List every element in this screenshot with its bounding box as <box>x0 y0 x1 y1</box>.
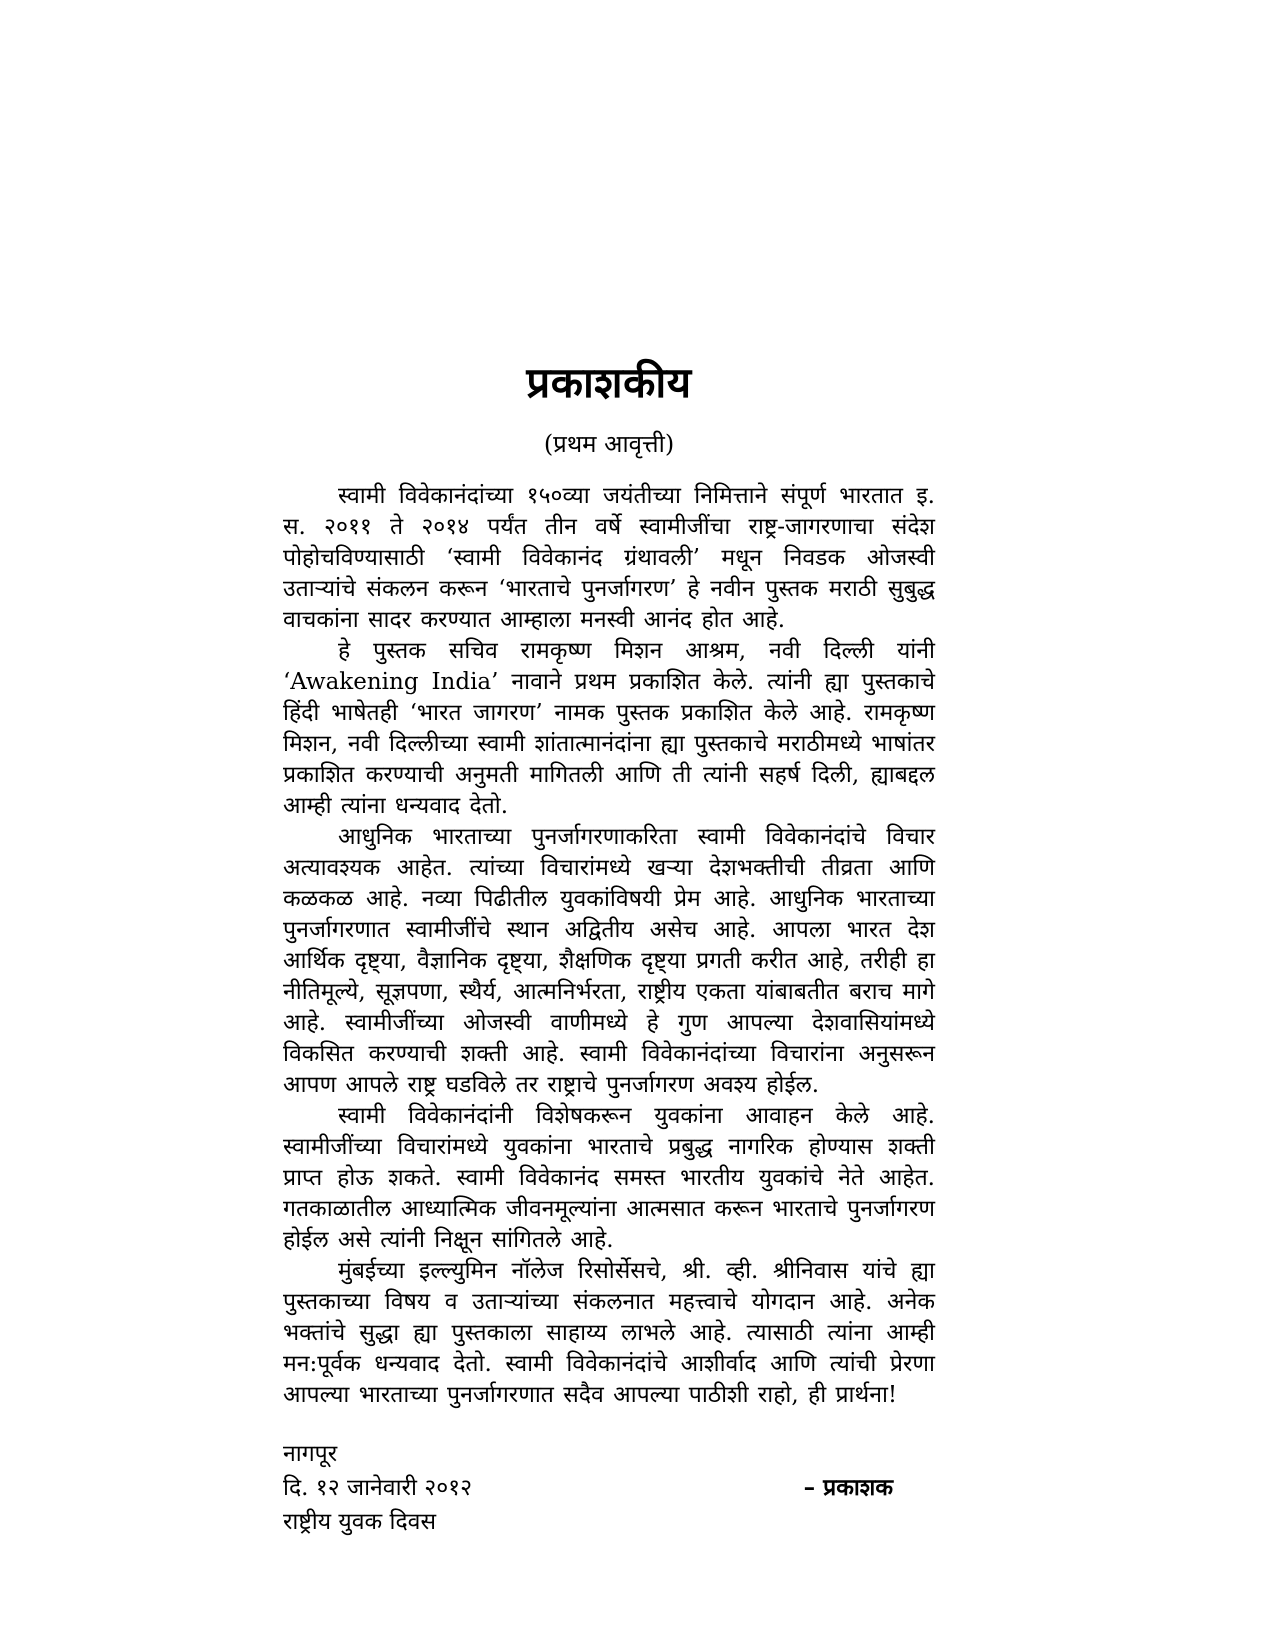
footer-occasion: राष्ट्रीय युवक दिवस <box>283 1509 437 1536</box>
publisher-note-body <box>283 481 935 1411</box>
text-block <box>283 358 935 1539</box>
paragraph-2: हे पुस्तक सचिव रामकृष्ण मिशन आश्रम, नवी दिल्ली यांनी ‘Awakening India’ नावाने प्रथम प्रकाशित केले. त्यांनी ह्या पुस्तकाचे हिंदी भाषेतही ‘भारत जागरण’ नामक पुस्तक प्रकाशित केले आहे. रामकृष्ण मिशन, नवी दिल्लीच्या स्वामी शांतात्मानंदांना ह्या पुस्तकाचे मराठीमध्ये भाषांतर प्रकाशित करण्याची अनुमती मागितली आणि ती त्यांनी सहर्ष दिली, ह्याबद्दल आम्ही त्यांना धन्यवाद देतो. <box>283 638 935 820</box>
page-title: प्रकाशकीय <box>526 358 692 407</box>
paragraph-4: स्वामी विवेकानंदांनी विशेषकरून युवकांना आवाहन केले आहे. स्वामीजींच्या विचारांमध्ये युवकांना भारताचे प्रबुद्ध नागरिक होण्यास शक्ती प्राप्त होऊ शकते. स्वामी विवेकानंद समस्त भारतीय युवकांचे नेते आहेत. गतकाळातील आध्यात्मिक जीवनमूल्यांना आत्मसात करून भारताचे पुनर्जागरण होईल असे त्यांनी निक्षून सांगितले आहे. <box>283 1103 935 1254</box>
publisher-signature: – प्रकाशक <box>803 1474 893 1502</box>
footer-date: दि. १२ जानेवारी २०१२ <box>283 1475 473 1502</box>
footer-place: नागपूर <box>283 1441 338 1468</box>
footer-block <box>283 1437 935 1539</box>
paragraph-1: स्वामी विवेकानंदांच्या १५०व्या जयंतीच्या निमित्ताने संपूर्ण भारतात इ. स. २०११ ते २०१४ पर्यंत तीन वर्षे स्वामीजींचा राष्ट्र-जागरणाचा संदेश पोहोचविण्यासाठी ‘स्वामी विवेकानंद ग्रंथावली’ मधून निवडक ओजस्वी उताऱ्यांचे संकलन करून ‘भारताचे पुनर्जागरण’ हे नवीन पुस्तक मराठी सुबुद्ध वाचकांना सादर करण्यात आम्हाला मनस्वी आनंद होत आहे. <box>283 483 935 634</box>
paragraph-3: आधुनिक भारताच्या पुनर्जागरणाकरिता स्वामी विवेकानंदांचे विचार अत्यावश्यक आहेत. त्यांच्या विचारांमध्ये खऱ्या देशभक्तीची तीव्रता आणि कळकळ आहे. नव्या पिढीतील युवकांविषयी प्रेम आहे. आधुनिक भारताच्या पुनर्जागरणात स्वामीजींचे स्थान अद्वितीय असेच आहे. आपला भारत देश आर्थिक दृष्ट्या, वैज्ञानिक दृष्ट्या, शैक्षणिक दृष्ट्या प्रगती करीत आहे, तरीही हा नीतिमूल्ये, सूज्ञपणा, स्थैर्य, आत्मनिर्भरता, राष्ट्रीय एकता यांबाबतीत बराच मागे आहे. स्वामीजींच्या ओजस्वी वाणीमध्ये हे गुण आपल्या देशवासियांमध्ये विकसित करण्याची शक्ती आहे. स्वामी विवेकानंदांच्या विचारांना अनुसरून आपण आपले राष्ट्र घडविले तर राष्ट्राचे पुनर्जागरण अवश्य होईल. <box>283 824 935 1099</box>
edition-subtitle: (प्रथम आवृत्ती) <box>543 430 675 459</box>
paragraph-5: मुंबईच्या इल्ल्युमिन नॉलेज रिसोर्सेसचे, श्री. व्ही. श्रीनिवास यांचे ह्या पुस्तकाच्या विषय व उताऱ्यांच्या संकलनात महत्त्वाचे योगदान आहे. अनेक भक्तांचे सुद्धा ह्या पुस्तकाला साहाय्य लाभले आहे. त्यासाठी त्यांना आम्ही मन:पूर्वक धन्यवाद देतो. स्वामी विवेकानंदांचे आशीर्वाद आणि त्यांची प्रेरणा आपल्या भारताच्या पुनर्जागरणात सदैव आपल्या पाठीशी राहो, ही प्रार्थना! <box>283 1258 935 1409</box>
footer-date-row <box>283 1471 935 1505</box>
